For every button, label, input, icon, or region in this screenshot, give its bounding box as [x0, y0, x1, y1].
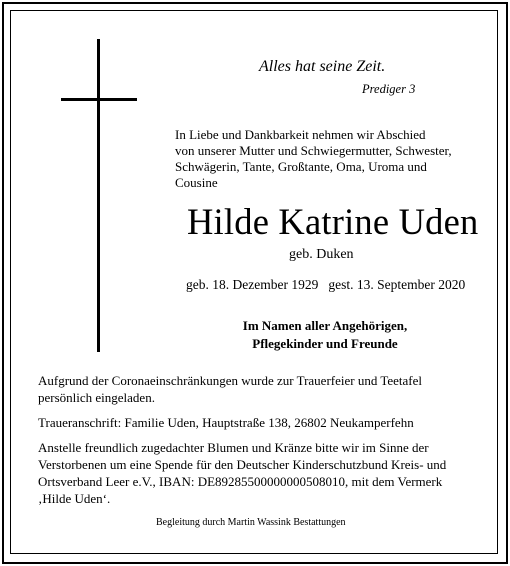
maiden-name: geb. Duken [289, 247, 354, 262]
intro-text [175, 127, 475, 191]
donation-line: Anstelle freundlich zugedachter Blumen und Kränze bitte wir im Sinne der [38, 440, 429, 455]
cross-icon [97, 39, 100, 352]
cross-crossbar [61, 98, 137, 101]
motto-quote: Alles hat seine Zeit. [259, 58, 386, 75]
funeral-home-credit: Begleitung durch Martin Wassink Bestattungen [156, 517, 346, 528]
intro-line: von unserer Mutter und Schwiegermutter, Schwester, [175, 143, 452, 158]
donation-line: Verstorbenen um eine Spende für den Deutscher Kinderschutzbund Kreis- und [38, 457, 447, 472]
family-signature [225, 317, 425, 353]
intro-line: Schwägerin, Tante, Großtante, Oma, Uroma und [175, 159, 427, 174]
intro-line: In Liebe und Dankbarkeit nehmen wir Abschied [175, 127, 426, 142]
birth-date: geb. 18. Dezember 1929 [186, 277, 319, 292]
motto-source: Prediger 3 [362, 82, 416, 96]
address-line: Traueranschrift: Familie Uden, Hauptstraße 138, 26802 Neukamperfehn [38, 415, 414, 430]
deceased-name: Hilde Katrine Uden [187, 201, 479, 242]
mourning-address [38, 414, 478, 431]
family-line: Pflegekinder und Freunde [252, 336, 398, 351]
notice-line: Aufgrund der Coronaeinschränkungen wurde zur Trauerfeier und Teetafel [38, 373, 423, 388]
family-line: Im Namen aller Angehörigen, [242, 318, 408, 333]
life-dates [186, 277, 465, 293]
donation-line: Ortsverband Leer e.V., IBAN: DE89285500000000508010, mit dem Vermerk [38, 474, 443, 489]
donation-request [38, 439, 478, 507]
intro-line: Cousine [175, 175, 218, 190]
notice-line: persönlich eingeladen. [38, 390, 155, 405]
donation-line: ‚Hilde Uden‘. [38, 491, 111, 506]
death-date: gest. 13. September 2020 [328, 277, 466, 292]
corona-notice [38, 372, 478, 406]
